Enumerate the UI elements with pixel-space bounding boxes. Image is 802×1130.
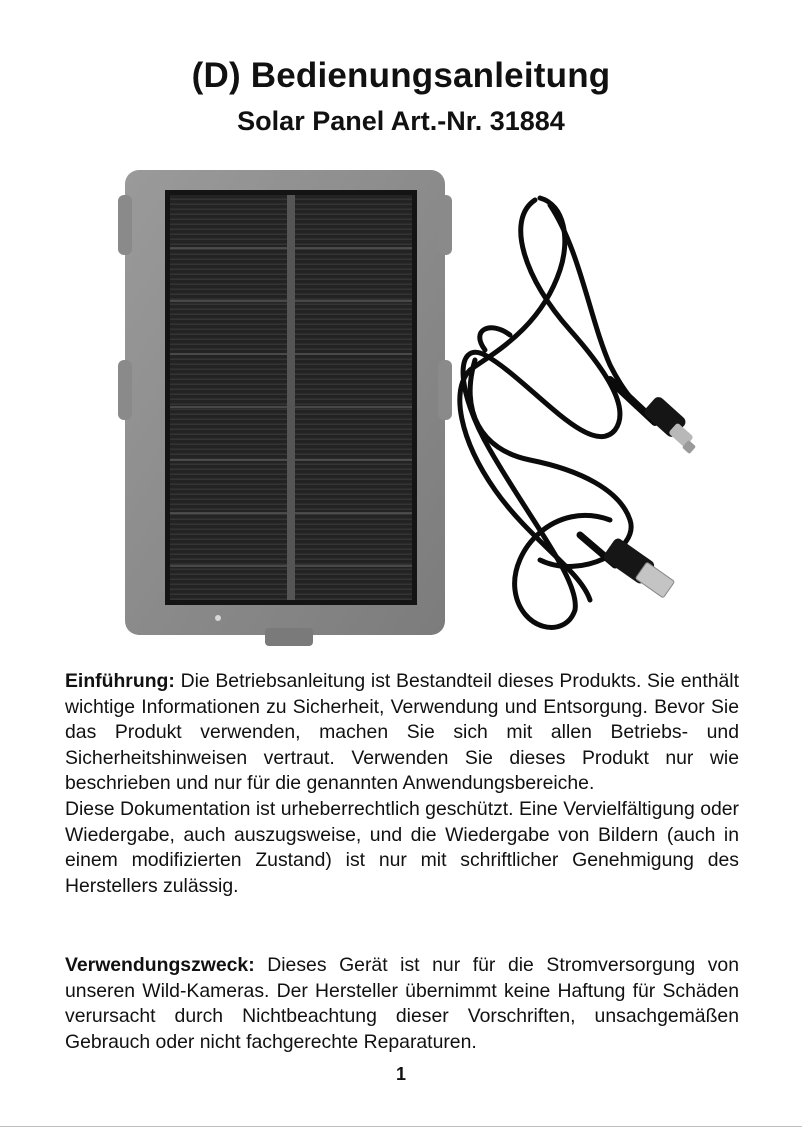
intro-paragraph bbox=[65, 669, 739, 797]
intro-heading: Einführung: bbox=[65, 670, 175, 692]
usb-plug bbox=[580, 535, 675, 598]
introduction-section bbox=[65, 669, 739, 899]
solar-panel-with-cable-photo bbox=[110, 160, 730, 650]
dc-plug bbox=[610, 380, 696, 454]
document-subtitle: Solar Panel Art.-Nr. 31884 bbox=[237, 106, 565, 136]
purpose-text: Dieses Gerät ist nur für die Stromversorgung von unseren Wild-Kameras. Der Hersteller übernimmt keine Haftung für Schäden verursacht durch Nichtbeachtung dieser Vorschriften, unsachgemäßen Gebrauch oder nicht fachgerechte Reparaturen. bbox=[65, 954, 739, 1053]
purpose-section bbox=[65, 953, 739, 1055]
copyright-paragraph: Diese Dokumentation ist urheberrechtlich geschützt. Eine Vervielfältigung oder Wiedergabe, auch auszugsweise, und die Wiedergabe von Bildern (auch in einem modifizierten Zustand) ist nur mit schriftlicher Genehmigung des Herstellers zulässig. bbox=[65, 797, 739, 897]
document-title: (D) Bedienungsanleitung bbox=[191, 56, 611, 95]
page-number: 1 bbox=[395, 1064, 406, 1084]
purpose-heading: Verwendungszweck: bbox=[65, 954, 255, 976]
solar-cells bbox=[165, 190, 417, 605]
intro-text: Die Betriebsanleitung ist Bestandteil dieses Produkts. Sie enthält wichtige Informationen zu Sicherheit, Verwendung und Entsorgung. Bevor Sie das Produkt verwenden, machen Sie sich mit allen Betriebs- und Sicherheitshinweisen vertraut. Verwenden Sie dieses Produkt nur wie beschrieben und nur für die genannten Anwendungsbereiche. bbox=[65, 670, 739, 795]
purpose-paragraph bbox=[65, 953, 739, 1055]
page-bottom-rule bbox=[0, 1126, 802, 1127]
